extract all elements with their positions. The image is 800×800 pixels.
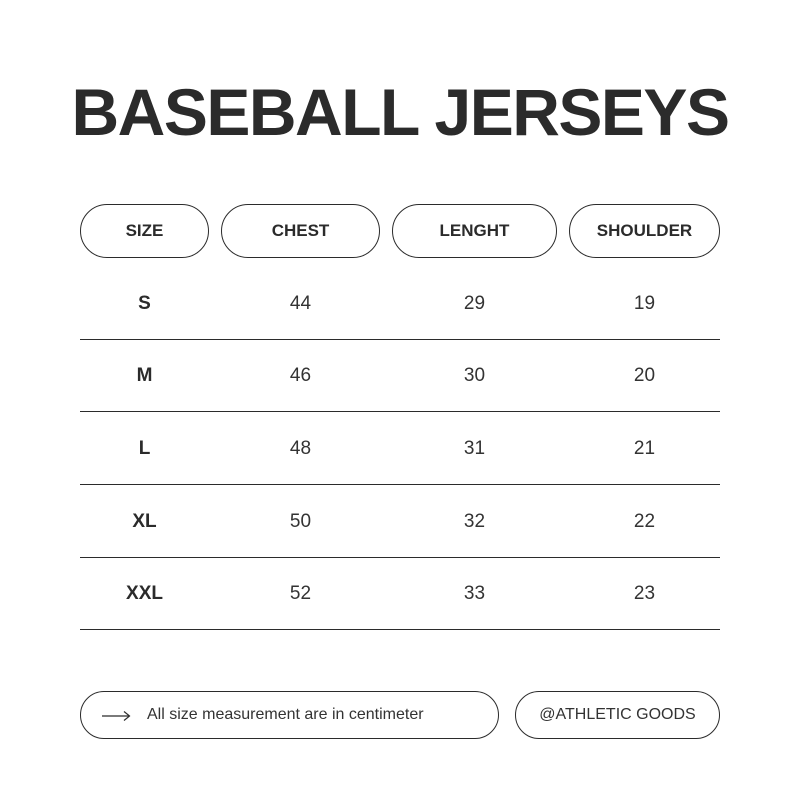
arrow-right-icon bbox=[101, 709, 131, 721]
table-row bbox=[80, 340, 720, 412]
page-title: BASEBALL JERSEYS bbox=[71, 75, 729, 149]
shoulder-cell: 22 bbox=[633, 510, 656, 532]
column-header-chest: CHEST bbox=[221, 204, 380, 258]
column-header-length: LENGHT bbox=[392, 204, 557, 258]
table-row bbox=[80, 268, 720, 340]
chest-cell: 52 bbox=[289, 582, 312, 604]
length-cell: 31 bbox=[463, 437, 486, 459]
shoulder-cell: 23 bbox=[633, 582, 656, 604]
column-header-shoulder: SHOULDER bbox=[569, 204, 720, 258]
chest-cell: 48 bbox=[289, 437, 312, 459]
size-cell: XXL bbox=[126, 582, 163, 604]
table-row bbox=[80, 486, 720, 558]
brand-badge: @ATHLETIC GOODS bbox=[515, 691, 720, 739]
size-cell: XL bbox=[132, 510, 157, 532]
table-row bbox=[80, 413, 720, 485]
size-cell: M bbox=[136, 364, 153, 386]
chest-cell: 46 bbox=[289, 364, 312, 386]
chest-cell: 44 bbox=[289, 292, 312, 314]
shoulder-cell: 20 bbox=[633, 364, 656, 386]
column-header-size: SIZE bbox=[80, 204, 209, 258]
chest-cell: 50 bbox=[289, 510, 312, 532]
length-cell: 29 bbox=[463, 292, 486, 314]
shoulder-cell: 21 bbox=[633, 437, 656, 459]
length-cell: 30 bbox=[463, 364, 486, 386]
length-cell: 32 bbox=[463, 510, 486, 532]
shoulder-cell: 19 bbox=[633, 292, 656, 314]
length-cell: 33 bbox=[463, 582, 486, 604]
size-cell: S bbox=[138, 292, 151, 314]
table-row bbox=[80, 558, 720, 630]
measurement-note-text: All size measurement are in centimeter bbox=[147, 706, 424, 723]
measurement-note bbox=[80, 691, 499, 739]
size-cell: L bbox=[138, 437, 151, 459]
